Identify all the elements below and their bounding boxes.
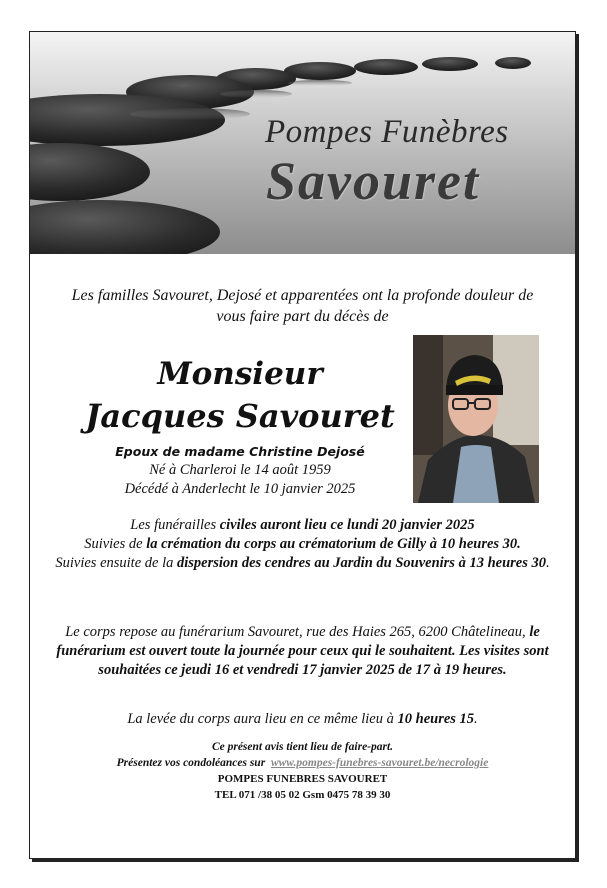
portrait-photo — [413, 335, 539, 503]
visitation-b: le funérarium est ouvert toute la journée pour ceux qui le souhaitent. Les visites sont souhaitées ce jeudi 16 et vendredi 17 janvier 2025 de 17 à 19 heures. — [56, 624, 549, 678]
funeral-line-3-a: Suivies ensuite de la — [55, 555, 177, 571]
levee-a: La levée du corps aura lieu en ce même lieu à — [127, 711, 398, 727]
spouse-line: Epoux de madame Christine Dejosé — [115, 444, 365, 459]
funeral-line-1-a: Les funérailles — [130, 517, 220, 533]
deceased-name: Jacques Savouret — [85, 397, 395, 435]
honorific: Monsieur — [157, 356, 323, 392]
funeral-line-2-b: la crémation du corps au crématorium de Gilly à 10 heures 30. — [146, 536, 521, 552]
levee-c: . — [474, 711, 478, 727]
portrait-image — [413, 335, 539, 503]
condolences-prefix: Présentez vos condoléances sur — [116, 757, 266, 769]
death-line: Décédé à Anderlecht le 10 janvier 2025 — [124, 481, 356, 497]
funeral-line-3-c: . — [545, 555, 550, 571]
notice-line: Ce présent avis tient lieu de faire-part. — [211, 741, 394, 753]
funeral-line-3 — [50, 554, 555, 573]
funeral-line-1-b: civiles auront lieu ce lundi 20 janvier 2025 — [219, 517, 475, 533]
funeral-details — [50, 516, 555, 573]
intro-text: Les familles Savouret, Dejosé et apparentées ont la profonde douleur de vous faire part du décès de — [71, 287, 534, 325]
funeral-line-2 — [50, 535, 555, 554]
deceased-details — [70, 442, 410, 499]
visitation-a: Le corps repose au funérarium Savouret, rue des Haies 265, 6200 Châtelineau, — [65, 624, 530, 640]
funeral-line-3-b: dispersion des cendres au Jardin du Souvenirs à 13 heures 30 — [176, 555, 546, 571]
brand-name-line2: Savouret — [266, 151, 481, 211]
birth-line: Né à Charleroi le 14 août 1959 — [149, 462, 331, 478]
condolences-line — [50, 755, 555, 771]
footer — [50, 739, 555, 803]
brand-name-line1: Pompes Funèbres — [265, 114, 509, 150]
phone-line: TEL 071 /38 05 02 Gsm 0475 78 39 30 — [214, 789, 391, 801]
funeral-line-2-a: Suivies de — [84, 536, 147, 552]
header-banner — [30, 32, 575, 254]
necrologie-link[interactable]: www.pompes-funebres-savouret.be/necrologie — [270, 757, 489, 769]
company-name: POMPES FUNEBRES SAVOURET — [217, 773, 388, 785]
levee-b: 10 heures 15 — [397, 711, 475, 727]
obituary-frame — [29, 31, 576, 859]
levee-details — [50, 710, 555, 729]
funeral-line-1 — [50, 516, 555, 535]
visitation-details — [50, 623, 555, 680]
